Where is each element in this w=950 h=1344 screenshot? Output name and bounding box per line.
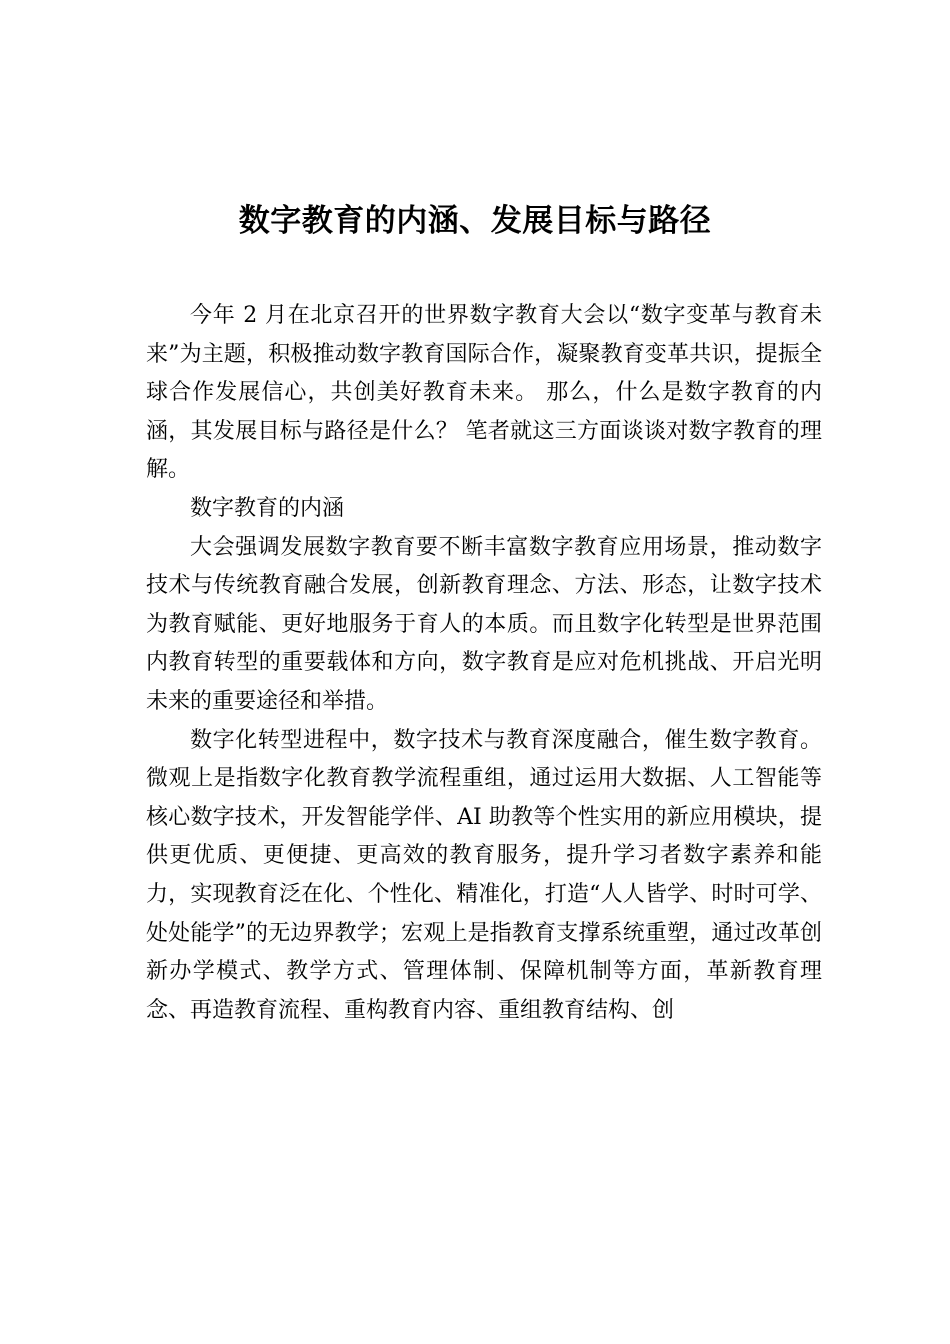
body-paragraph: 大会强调发展数字教育要不断丰富数字教育应用场景，推动数字技术与传统教育融合发展，创新教育理念、方法、形态，让数字技术为教育赋能、更好地服务于育人的本质。而且数字化转型是世界范围内教育转型的重要载体和方向，数字教育是应对危机挑战、开启光明未来的重要途径和举措。 <box>146 534 822 714</box>
intro-paragraph: 今年 2 月在北京召开的世界数字教育大会以“数字变革与教育未来”为主题，积极推动数字教育国际合作，凝聚教育变革共识，提振全球合作发展信心，共创美好教育未来。 那么，什么是数字教育的内涵，其发展目标与路径是什么？ 笔者就这三方面谈谈对数字教育的理解。 <box>146 303 822 483</box>
body-paragraph: 数字化转型进程中，数字技术与教育深度融合，催生数字教育。微观上是指数字化教育教学流程重组，通过运用大数据、人工智能等核心数字技术，开发智能学伴、AI 助教等个性实用的新应用模块，提供更优质、更便捷、更高效的教育服务，提升学习者数字素养和能力，实现教育泛在化、个性化、精准化，打造“人人皆学、时时可学、处处能学”的无边界教学；宏观上是指教育支撑系统重塑，通过改革创新办学模式、教学方式、管理体制、保障机制等方面，革新教育理念、再造教育流程、重构教育内容、重组教育结构、创 <box>146 727 822 1023</box>
document-title: 数字教育的内涵、发展目标与路径 <box>238 202 712 239</box>
document-body <box>146 297 822 1030</box>
section-heading: 数字教育的内涵 <box>190 495 345 521</box>
